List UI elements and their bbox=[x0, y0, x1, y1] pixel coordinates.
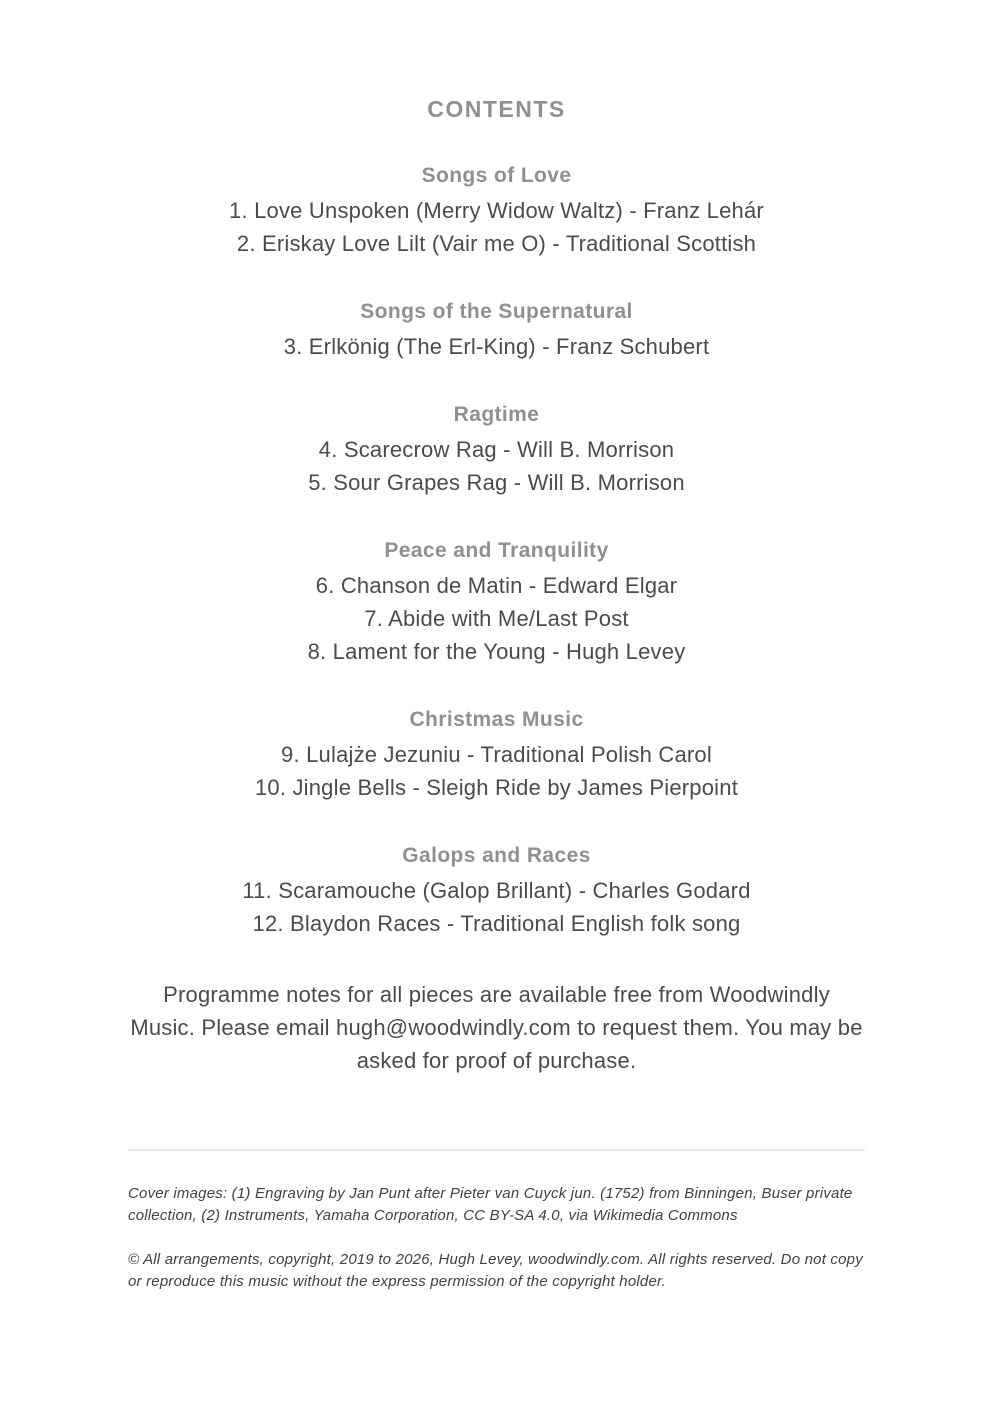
table-of-contents bbox=[128, 94, 865, 1077]
footnotes bbox=[128, 1183, 865, 1292]
section-peace-and-tranquility bbox=[128, 536, 865, 668]
programme-notes-paragraph: Programme notes for all pieces are available free from Woodwindly Music. Please email hugh@woodwindly.com to request them. You may be asked for proof of purchase. bbox=[130, 982, 863, 1073]
section-heading: Songs of the Supernatural bbox=[360, 300, 633, 323]
section-songs-of-love bbox=[128, 161, 865, 260]
divider bbox=[128, 1149, 865, 1151]
toc-item: 2. Eriskay Love Lilt (Vair me O) - Traditional Scottish bbox=[236, 231, 757, 256]
section-heading: Christmas Music bbox=[409, 708, 584, 731]
toc-item: 9. Lulajże Jezuniu - Traditional Polish Carol bbox=[281, 742, 712, 767]
section-christmas-music bbox=[128, 705, 865, 804]
toc-item: 5. Sour Grapes Rag - Will B. Morrison bbox=[308, 470, 685, 495]
toc-item: 10. Jingle Bells - Sleigh Ride by James Pierpoint bbox=[254, 775, 739, 800]
toc-item: 4. Scarecrow Rag - Will B. Morrison bbox=[318, 437, 675, 462]
footnote-copyright: © All arrangements, copyright, 2019 to 2026, Hugh Levey, woodwindly.com. All rights reserved. Do not copy or reproduce this music without the express permission of the copyright holder. bbox=[128, 1251, 863, 1290]
section-galops-and-races bbox=[128, 841, 865, 940]
section-songs-of-the-supernatural bbox=[128, 297, 865, 363]
toc-item: 1. Love Unspoken (Merry Widow Waltz) - Franz Lehár bbox=[229, 198, 764, 223]
toc-item: 11. Scaramouche (Galop Brillant) - Charles Godard bbox=[242, 878, 751, 903]
toc-item: 3. Erlkönig (The Erl-King) - Franz Schubert bbox=[283, 334, 710, 359]
page-title: CONTENTS bbox=[427, 96, 566, 122]
toc-item: 6. Chanson de Matin - Edward Elgar bbox=[315, 573, 678, 598]
section-ragtime bbox=[128, 400, 865, 499]
footnote-cover-images: Cover images: (1) Engraving by Jan Punt after Pieter van Cuyck jun. (1752) from Binningen, Buser private collection, (2) Instruments, Yamaha Corporation, CC BY-SA 4.0, via Wikimedia Commons bbox=[128, 1185, 853, 1224]
section-heading: Galops and Races bbox=[402, 844, 591, 867]
section-heading: Songs of Love bbox=[421, 164, 572, 187]
section-heading: Peace and Tranquility bbox=[384, 539, 609, 562]
toc-item: 8. Lament for the Young - Hugh Levey bbox=[307, 639, 686, 664]
section-heading: Ragtime bbox=[453, 403, 540, 426]
toc-item: 7. Abide with Me/Last Post bbox=[364, 606, 629, 631]
toc-item: 12. Blaydon Races - Traditional English folk song bbox=[252, 911, 741, 936]
